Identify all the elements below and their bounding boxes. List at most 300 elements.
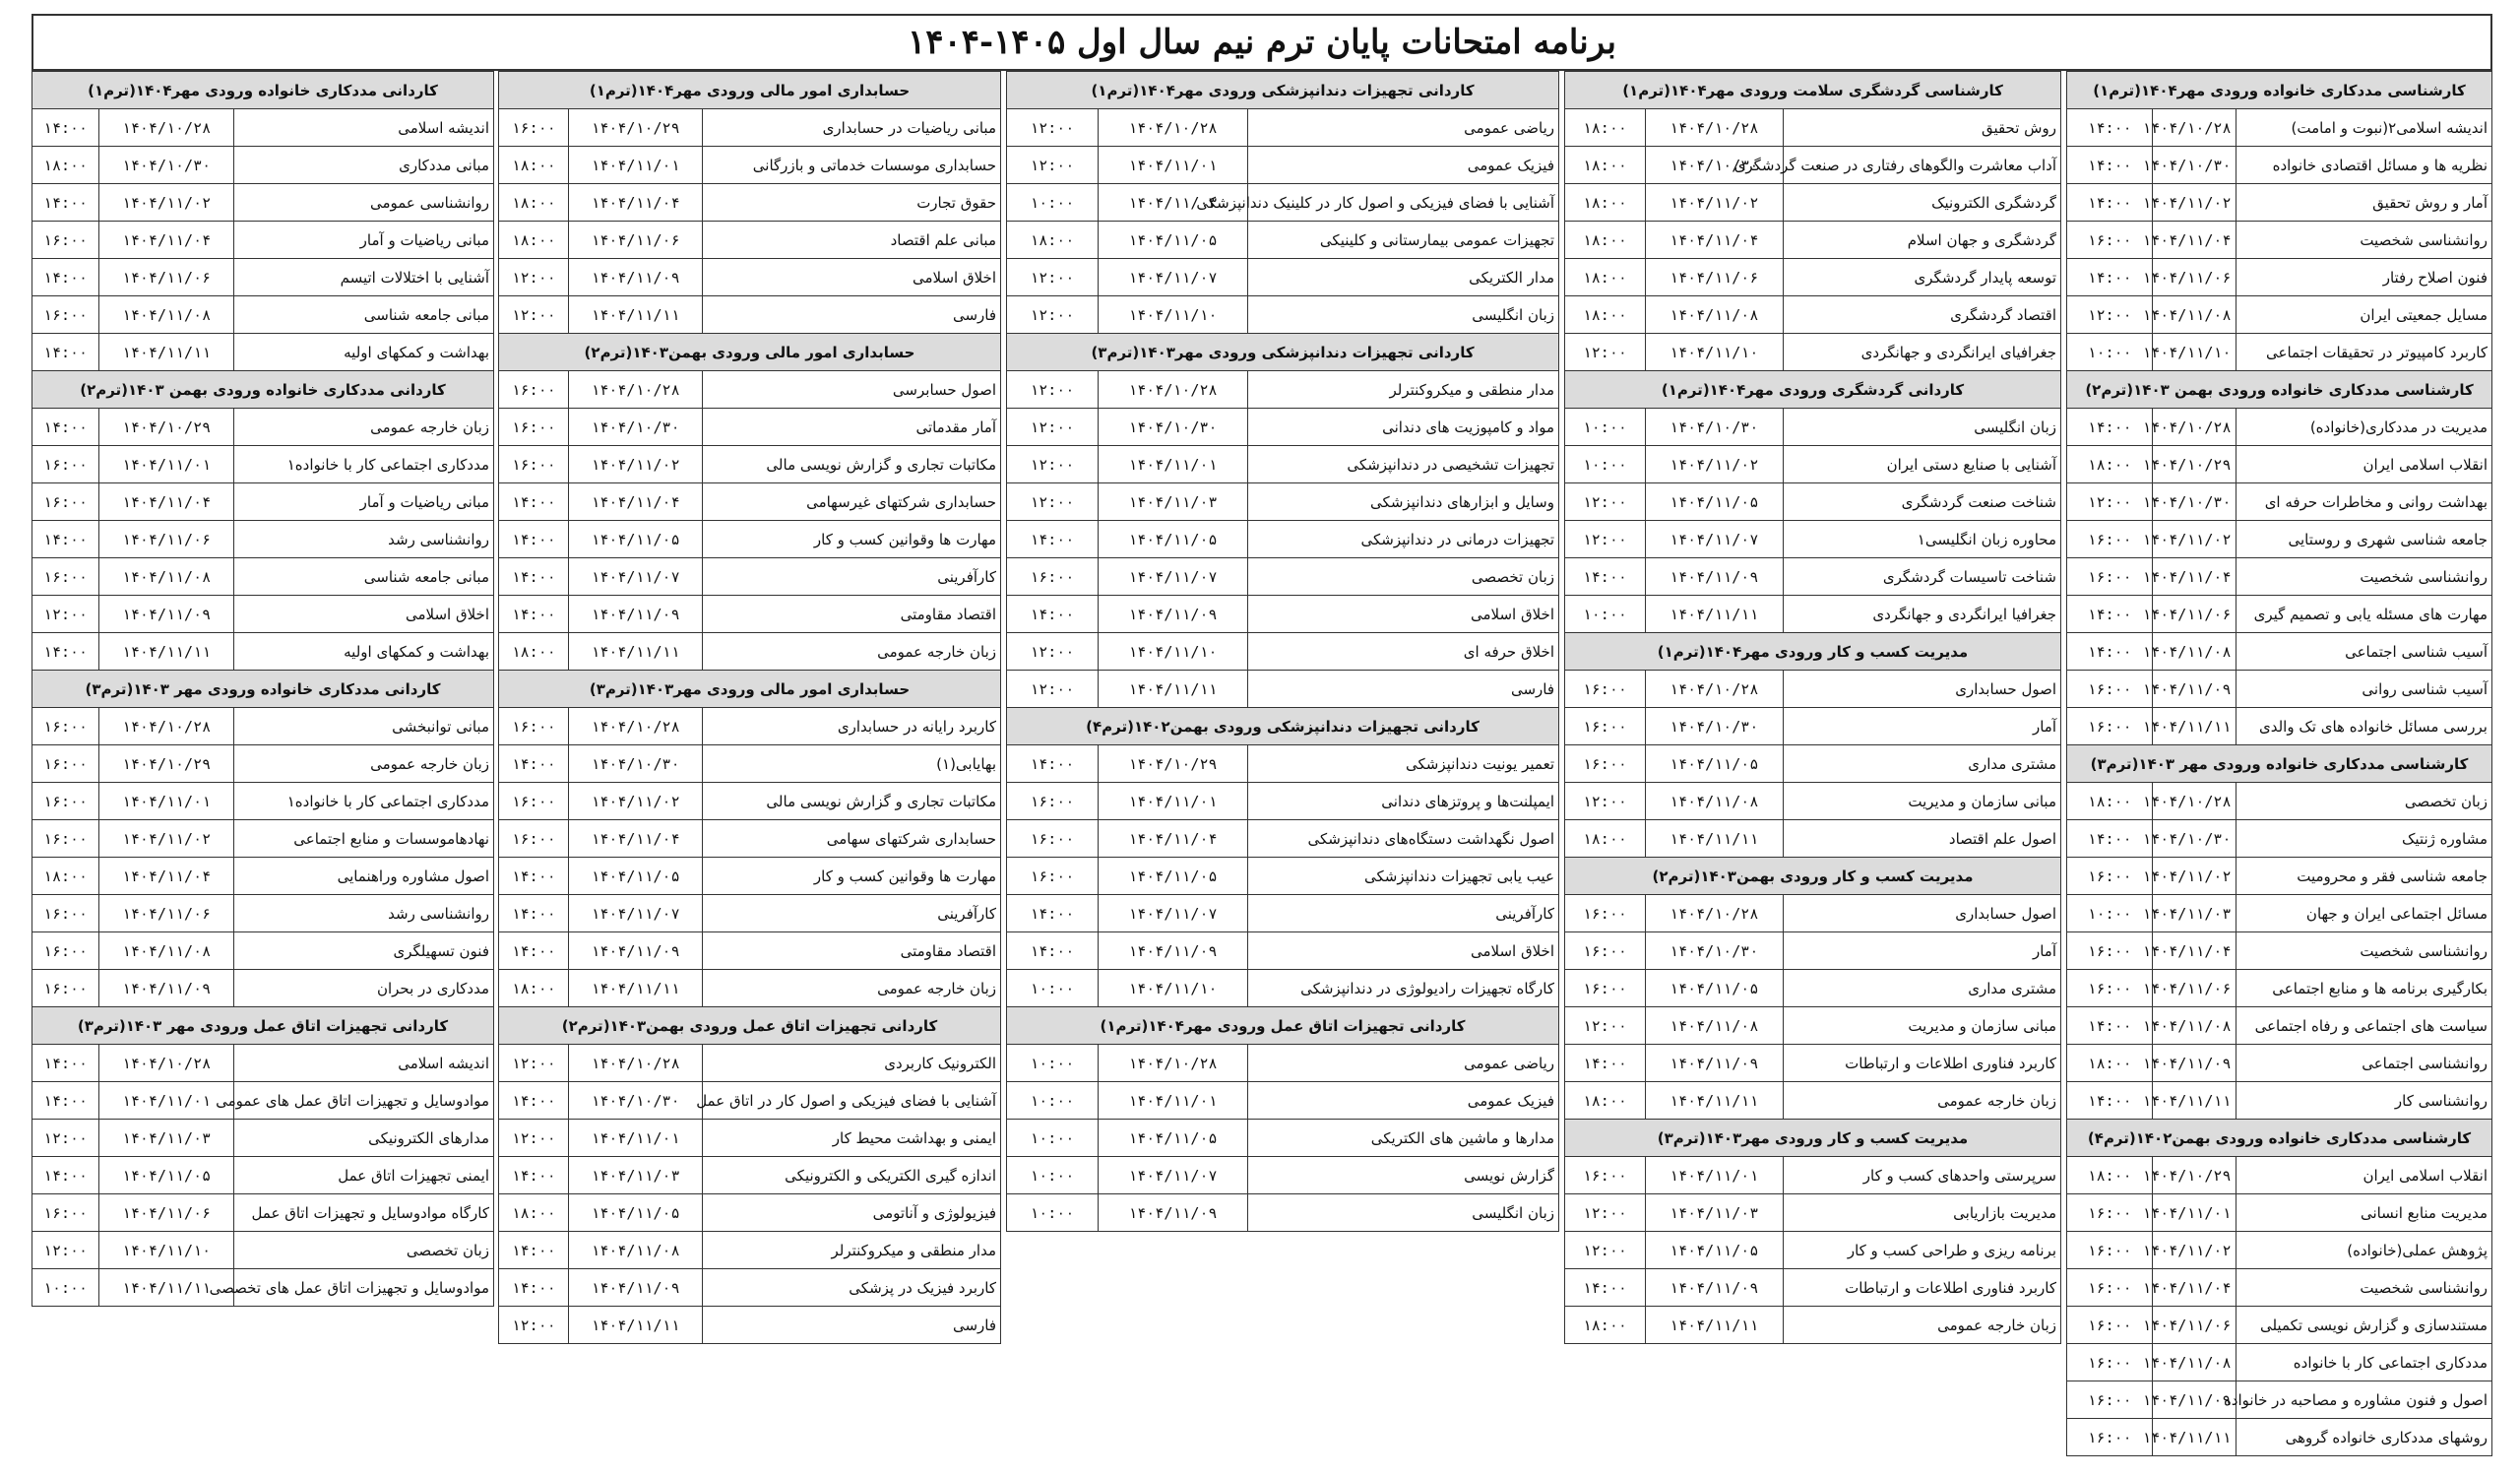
exam-time: ۱۶:۰۰: [2067, 708, 2153, 745]
program-header-row: [499, 1007, 1001, 1045]
exam-row: [1007, 970, 1559, 1007]
exam-date: ۱۴۰۴/۱۱/۰۴: [1645, 222, 1783, 259]
exam-date: ۱۴۰۴/۱۰/۲۸: [569, 371, 702, 409]
program-header: مدیریت کسب و کار ورودی مهر۱۴۰۴(ترم۱): [1565, 633, 2061, 671]
exam-date: ۱۴۰۴/۱۱/۰۸: [2153, 1007, 2236, 1045]
exam-date: ۱۴۰۴/۱۱/۰۲: [2153, 1232, 2236, 1269]
exam-row: [32, 1194, 494, 1232]
course-name: مبانی سازمان و مدیریت: [1783, 1007, 2060, 1045]
exam-row: [1565, 1307, 2061, 1344]
exam-row: [1565, 745, 2061, 783]
course-name: آمار: [1783, 932, 2060, 970]
exam-time: ۱۲:۰۰: [499, 1045, 569, 1082]
exam-row: [1565, 446, 2061, 483]
exam-time: ۱۴:۰۰: [1565, 558, 1646, 596]
exam-row: [1565, 483, 2061, 521]
exam-date: ۱۴۰۴/۱۱/۰۷: [1098, 1157, 1248, 1194]
exam-row: [1007, 1194, 1559, 1232]
exam-date: ۱۴۰۴/۱۱/۰۶: [2153, 1307, 2236, 1344]
course-name: حقوق تجارت: [702, 184, 1000, 222]
course-name: حسابداری موسسات خدماتی و بازرگانی: [702, 147, 1000, 184]
exam-row: [1565, 783, 2061, 820]
exam-row: [1007, 820, 1559, 858]
exam-time: ۱۶:۰۰: [1007, 558, 1099, 596]
exam-date: ۱۴۰۴/۱۱/۱۱: [2153, 708, 2236, 745]
course-name: زبان خارجه عمومی: [702, 970, 1000, 1007]
exam-row: [32, 745, 494, 783]
exam-row: [2067, 1082, 2492, 1120]
program-header-row: [499, 72, 1001, 109]
exam-date: ۱۴۰۴/۱۰/۲۸: [2153, 409, 2236, 446]
exam-time: ۱۶:۰۰: [1007, 820, 1099, 858]
program-header-row: [1007, 334, 1559, 371]
course-name: زبان خارجه عمومی: [233, 745, 493, 783]
program-header: حسابداری امور مالی ورودی مهر۱۴۰۳(ترم۳): [499, 671, 1001, 708]
exam-date: ۱۴۰۴/۱۰/۲۸: [1645, 895, 1783, 932]
program-header-row: [1565, 371, 2061, 409]
program-header: کارشناسی مددکاری خانواده ورودی بهمن۱۴۰۲(ترم۴): [2067, 1120, 2492, 1157]
exam-time: ۱۴:۰۰: [32, 334, 99, 371]
exam-row: [499, 1157, 1001, 1194]
exam-date: ۱۴۰۴/۱۱/۰۵: [569, 1194, 702, 1232]
exam-time: ۱۶:۰۰: [1565, 671, 1646, 708]
exam-date: ۱۴۰۴/۱۱/۱۰: [1098, 970, 1248, 1007]
exam-time: ۱۲:۰۰: [1007, 671, 1099, 708]
exam-date: ۱۴۰۴/۱۱/۱۱: [1645, 1082, 1783, 1120]
course-name: گردشگری و جهان اسلام: [1783, 222, 2060, 259]
exam-row: [1007, 745, 1559, 783]
exam-date: ۱۴۰۴/۱۱/۰۴: [2153, 558, 2236, 596]
exam-date: ۱۴۰۴/۱۱/۰۸: [99, 296, 234, 334]
course-name: بهداشت روانی و مخاطرات حرفه ای: [2236, 483, 2492, 521]
exam-row: [1565, 1232, 2061, 1269]
exam-row: [1565, 970, 2061, 1007]
exam-date: ۱۴۰۴/۱۱/۰۴: [569, 820, 702, 858]
exam-time: ۱۲:۰۰: [1565, 1007, 1646, 1045]
exam-date: ۱۴۰۴/۱۱/۰۹: [2153, 1381, 2236, 1419]
exam-date: ۱۴۰۴/۱۱/۰۹: [569, 596, 702, 633]
exam-date: ۱۴۰۴/۱۱/۱۱: [2153, 1082, 2236, 1120]
exam-time: ۱۶:۰۰: [2067, 970, 2153, 1007]
exam-row: [1565, 334, 2061, 371]
course-name: روانشناسی رشد: [233, 521, 493, 558]
course-name: مدارهای الکترونیکی: [233, 1120, 493, 1157]
program-header-row: [1565, 72, 2061, 109]
exam-row: [2067, 858, 2492, 895]
exam-row: [499, 371, 1001, 409]
exam-row: [1565, 1045, 2061, 1082]
exam-time: ۱۸:۰۰: [499, 633, 569, 671]
exam-date: ۱۴۰۴/۱۱/۰۲: [2153, 858, 2236, 895]
course-name: روانشناسی عمومی: [233, 184, 493, 222]
exam-table: [2066, 71, 2492, 1456]
exam-row: [499, 147, 1001, 184]
course-name: بهداشت و کمکهای اولیه: [233, 334, 493, 371]
program-header: کاردانی تجهیزات اتاق عمل ورودی مهر۱۴۰۴(ترم۱): [1007, 1007, 1559, 1045]
exam-time: ۱۴:۰۰: [499, 745, 569, 783]
exam-time: ۱۸:۰۰: [1565, 1082, 1646, 1120]
program-header-row: [32, 72, 494, 109]
course-name: شناخت صنعت گردشگری: [1783, 483, 2060, 521]
course-name: روانشناسی شخصیت: [2236, 1269, 2492, 1307]
exam-date: ۱۴۰۴/۱۱/۰۶: [99, 259, 234, 296]
exam-row: [499, 446, 1001, 483]
exam-row: [1007, 1045, 1559, 1082]
exam-row: [1007, 633, 1559, 671]
course-name: وسایل و ابزارهای دندانپزشکی: [1248, 483, 1559, 521]
exam-time: ۱۴:۰۰: [499, 895, 569, 932]
course-name: آداب معاشرت والگوهای رفتاری در صنعت گردشگری: [1783, 147, 2060, 184]
exam-row: [1565, 296, 2061, 334]
exam-time: ۱۶:۰۰: [1007, 858, 1099, 895]
program-header-row: [2067, 72, 2492, 109]
exam-date: ۱۴۰۴/۱۱/۱۱: [1645, 820, 1783, 858]
exam-date: ۱۴۰۴/۱۱/۰۱: [1098, 446, 1248, 483]
course-name: فارسی: [702, 296, 1000, 334]
exam-row: [2067, 259, 2492, 296]
exam-time: ۱۴:۰۰: [2067, 109, 2153, 147]
exam-row: [499, 1194, 1001, 1232]
course-name: جغرافیا ایرانگردی و جهانگردی: [1783, 596, 2060, 633]
exam-date: ۱۴۰۴/۱۱/۰۵: [1098, 521, 1248, 558]
course-name: فنون تسهیلگری: [233, 932, 493, 970]
exam-table: [1006, 71, 1559, 1232]
course-name: مشتری مداری: [1783, 745, 2060, 783]
exam-row: [1007, 783, 1559, 820]
exam-time: ۱۶:۰۰: [1565, 895, 1646, 932]
exam-date: ۱۴۰۴/۱۱/۰۱: [1098, 147, 1248, 184]
exam-row: [2067, 783, 2492, 820]
exam-row: [32, 446, 494, 483]
exam-row: [1565, 259, 2061, 296]
exam-time: ۱۶:۰۰: [1565, 745, 1646, 783]
course-name: فارسی: [702, 1307, 1000, 1344]
exam-row: [499, 596, 1001, 633]
exam-date: ۱۴۰۴/۱۱/۰۶: [99, 1194, 234, 1232]
exam-time: ۱۸:۰۰: [1565, 184, 1646, 222]
exam-time: ۱۴:۰۰: [1007, 521, 1099, 558]
course-name: توسعه پایدار گردشگری: [1783, 259, 2060, 296]
program-header: کارشناسی مددکاری خانواده ورودی بهمن ۱۴۰۳(ترم۲): [2067, 371, 2492, 409]
course-name: الکترونیک کاربردی: [702, 1045, 1000, 1082]
exam-time: ۱۴:۰۰: [499, 932, 569, 970]
program-header-row: [1565, 858, 2061, 895]
exam-row: [32, 1232, 494, 1269]
exam-row: [32, 109, 494, 147]
exam-row: [2067, 147, 2492, 184]
exam-date: ۱۴۰۴/۱۱/۰۵: [1098, 858, 1248, 895]
exam-time: ۱۲:۰۰: [1007, 409, 1099, 446]
exam-row: [2067, 334, 2492, 371]
exam-date: ۱۴۰۴/۱۱/۰۶: [1645, 259, 1783, 296]
exam-date: ۱۴۰۴/۱۱/۰۲: [569, 446, 702, 483]
course-name: آشنایی با فضای فیزیکی و اصول کار در اتاق عمل: [702, 1082, 1000, 1120]
exam-date: ۱۴۰۴/۱۱/۰۶: [2153, 259, 2236, 296]
exam-row: [1007, 1157, 1559, 1194]
exam-row: [32, 1269, 494, 1307]
exam-time: ۱۰:۰۰: [1007, 1157, 1099, 1194]
course-name: اندیشه اسلامی۲(نبوت و امامت): [2236, 109, 2492, 147]
course-name: انقلاب اسلامی ایران: [2236, 446, 2492, 483]
exam-time: ۱۲:۰۰: [1007, 633, 1099, 671]
exam-row: [499, 633, 1001, 671]
course-name: روانشناسی رشد: [233, 895, 493, 932]
course-name: بهداشت و کمکهای اولیه: [233, 633, 493, 671]
exam-row: [499, 1269, 1001, 1307]
course-name: اخلاق اسلامی: [1248, 932, 1559, 970]
exam-row: [1007, 222, 1559, 259]
exam-time: ۱۶:۰۰: [499, 446, 569, 483]
course-name: فنون اصلاح رفتار: [2236, 259, 2492, 296]
exam-date: ۱۴۰۴/۱۱/۰۶: [99, 895, 234, 932]
exam-time: ۱۰:۰۰: [1007, 1194, 1099, 1232]
exam-row: [1565, 1157, 2061, 1194]
exam-time: ۱۲:۰۰: [1007, 446, 1099, 483]
exam-date: ۱۴۰۴/۱۰/۲۸: [99, 1045, 234, 1082]
exam-row: [32, 1120, 494, 1157]
exam-time: ۱۴:۰۰: [32, 521, 99, 558]
exam-row: [32, 1045, 494, 1082]
exam-row: [32, 147, 494, 184]
exam-time: ۱۲:۰۰: [1007, 147, 1099, 184]
exam-column: [1564, 71, 2061, 1344]
exam-row: [1565, 708, 2061, 745]
exam-date: ۱۴۰۴/۱۱/۰۸: [1645, 783, 1783, 820]
exam-row: [1007, 671, 1559, 708]
program-header: کاردانی مددکاری خانواده ورودی مهر۱۴۰۴(ترم۱): [32, 72, 494, 109]
exam-time: ۱۲:۰۰: [1007, 259, 1099, 296]
exam-date: ۱۴۰۴/۱۱/۰۸: [2153, 633, 2236, 671]
exam-time: ۱۸:۰۰: [499, 222, 569, 259]
program-header-row: [1007, 72, 1559, 109]
exam-row: [2067, 1007, 2492, 1045]
exam-date: ۱۴۰۴/۱۰/۳۰: [2153, 483, 2236, 521]
exam-time: ۱۲:۰۰: [1007, 109, 1099, 147]
exam-column: [32, 71, 494, 1307]
exam-time: ۱۶:۰۰: [1565, 932, 1646, 970]
exam-time: ۱۶:۰۰: [2067, 1269, 2153, 1307]
exam-date: ۱۴۰۴/۱۱/۰۳: [1645, 1194, 1783, 1232]
exam-time: ۱۴:۰۰: [1007, 895, 1099, 932]
course-name: مستندسازی و گزارش نویسی تکمیلی: [2236, 1307, 2492, 1344]
exam-time: ۱۶:۰۰: [2067, 1194, 2153, 1232]
exam-row: [32, 820, 494, 858]
course-name: اصول حسابرسی: [702, 371, 1000, 409]
course-name: گزارش نویسی: [1248, 1157, 1559, 1194]
exam-time: ۱۶:۰۰: [1007, 783, 1099, 820]
exam-row: [32, 708, 494, 745]
exam-date: ۱۴۰۴/۱۱/۰۲: [1645, 184, 1783, 222]
exam-date: ۱۴۰۴/۱۱/۱۱: [2153, 1419, 2236, 1456]
exam-date: ۱۴۰۴/۱۱/۰۳: [1098, 184, 1248, 222]
exam-time: ۱۶:۰۰: [499, 109, 569, 147]
exam-row: [499, 409, 1001, 446]
exam-time: ۱۲:۰۰: [499, 1120, 569, 1157]
course-name: مدیریت در مددکاری(خانواده): [2236, 409, 2492, 446]
exam-date: ۱۴۰۴/۱۰/۳۰: [1645, 932, 1783, 970]
program-header: کارشناسی مددکاری خانواده ورودی مهر۱۴۰۴(ترم۱): [2067, 72, 2492, 109]
exam-date: ۱۴۰۴/۱۰/۲۹: [1098, 745, 1248, 783]
exam-row: [32, 932, 494, 970]
exam-row: [32, 409, 494, 446]
course-name: کاربرد رایانه در حسابداری: [702, 708, 1000, 745]
exam-time: ۱۲:۰۰: [1565, 783, 1646, 820]
course-name: روانشناسی شخصیت: [2236, 932, 2492, 970]
exam-date: ۱۴۰۴/۱۱/۰۹: [1098, 1194, 1248, 1232]
exam-date: ۱۴۰۴/۱۱/۰۲: [1645, 446, 1783, 483]
exam-row: [499, 858, 1001, 895]
exam-time: ۱۶:۰۰: [32, 708, 99, 745]
course-name: انقلاب اسلامی ایران: [2236, 1157, 2492, 1194]
exam-date: ۱۴۰۴/۱۱/۰۷: [1645, 521, 1783, 558]
exam-date: ۱۴۰۴/۱۱/۰۵: [1645, 970, 1783, 1007]
exam-date: ۱۴۰۴/۱۰/۲۸: [569, 708, 702, 745]
course-name: روشهای مددکاری خانواده گروهی: [2236, 1419, 2492, 1456]
exam-time: ۱۲:۰۰: [2067, 296, 2153, 334]
program-header-row: [2067, 745, 2492, 783]
exam-date: ۱۴۰۴/۱۱/۰۴: [569, 483, 702, 521]
exam-table: [32, 71, 494, 1307]
exam-date: ۱۴۰۴/۱۰/۲۸: [1645, 109, 1783, 147]
exam-time: ۱۶:۰۰: [1565, 1157, 1646, 1194]
exam-time: ۱۴:۰۰: [2067, 1082, 2153, 1120]
program-header: کاردانی تجهیزات دندانپزشکی ورودی مهر۱۴۰۴(ترم۱): [1007, 72, 1559, 109]
exam-time: ۱۸:۰۰: [1565, 296, 1646, 334]
course-name: اندیشه اسلامی: [233, 1045, 493, 1082]
exam-time: ۱۶:۰۰: [32, 222, 99, 259]
course-name: زبان تخصصی: [233, 1232, 493, 1269]
course-name: ایمپلنت‌ها و پروتزهای دندانی: [1248, 783, 1559, 820]
course-name: ایمنی و بهداشت محیط کار: [702, 1120, 1000, 1157]
exam-date: ۱۴۰۴/۱۱/۰۲: [569, 783, 702, 820]
course-name: حسابداری شرکتهای سهامی: [702, 820, 1000, 858]
exam-row: [1565, 1007, 2061, 1045]
exam-date: ۱۴۰۴/۱۰/۲۹: [99, 745, 234, 783]
exam-date: ۱۴۰۴/۱۱/۰۴: [2153, 932, 2236, 970]
exam-date: ۱۴۰۴/۱۱/۰۳: [569, 1157, 702, 1194]
exam-date: ۱۴۰۴/۱۱/۰۴: [99, 483, 234, 521]
exam-date: ۱۴۰۴/۱۰/۳۰: [2153, 147, 2236, 184]
course-name: تجهیزات عمومی بیمارستانی و کلینیکی: [1248, 222, 1559, 259]
exam-date: ۱۴۰۴/۱۱/۱۱: [569, 970, 702, 1007]
course-name: مددکاری اجتماعی کار با خانواده۱: [233, 783, 493, 820]
exam-date: ۱۴۰۴/۱۱/۱۱: [569, 633, 702, 671]
exam-row: [2067, 222, 2492, 259]
course-name: مشتری مداری: [1783, 970, 2060, 1007]
course-name: تجهیزات درمانی در دندانپزشکی: [1248, 521, 1559, 558]
exam-time: ۱۶:۰۰: [499, 708, 569, 745]
program-header-row: [2067, 1120, 2492, 1157]
program-header-row: [32, 1007, 494, 1045]
exam-row: [2067, 970, 2492, 1007]
exam-date: ۱۴۰۴/۱۱/۱۱: [569, 296, 702, 334]
exam-row: [2067, 558, 2492, 596]
exam-time: ۱۲:۰۰: [2067, 483, 2153, 521]
exam-time: ۱۰:۰۰: [1007, 1082, 1099, 1120]
course-name: زبان خارجه عمومی: [702, 633, 1000, 671]
exam-time: ۱۰:۰۰: [1007, 184, 1099, 222]
course-name: حسابداری شرکتهای غیرسهامی: [702, 483, 1000, 521]
exam-time: ۱۴:۰۰: [499, 1082, 569, 1120]
exam-time: ۱۰:۰۰: [1565, 409, 1646, 446]
course-name: مبانی توانبخشی: [233, 708, 493, 745]
course-name: مهارت ها وقوانین کسب و کار: [702, 521, 1000, 558]
exam-date: ۱۴۰۴/۱۱/۰۸: [99, 932, 234, 970]
exam-date: ۱۴۰۴/۱۱/۰۱: [99, 1082, 234, 1120]
exam-row: [2067, 1157, 2492, 1194]
course-name: کاربرد فناوری اطلاعات و ارتباطات: [1783, 1269, 2060, 1307]
exam-row: [1565, 1194, 2061, 1232]
exam-time: ۱۸:۰۰: [499, 1194, 569, 1232]
course-name: مواد و کامپوزیت های دندانی: [1248, 409, 1559, 446]
exam-time: ۱۲:۰۰: [499, 259, 569, 296]
exam-time: ۱۴:۰۰: [499, 1232, 569, 1269]
exam-date: ۱۴۰۴/۱۱/۱۱: [99, 633, 234, 671]
exam-date: ۱۴۰۴/۱۱/۰۲: [2153, 184, 2236, 222]
course-name: نظریه ها و مسائل اقتصادی خانواده: [2236, 147, 2492, 184]
exam-date: ۱۴۰۴/۱۱/۰۵: [99, 1157, 234, 1194]
exam-date: ۱۴۰۴/۱۱/۰۲: [99, 184, 234, 222]
course-name: بهایابی(۱): [702, 745, 1000, 783]
exam-row: [2067, 483, 2492, 521]
exam-time: ۱۴:۰۰: [1007, 932, 1099, 970]
exam-date: ۱۴۰۴/۱۰/۳۰: [1098, 409, 1248, 446]
program-header: کاردانی مددکاری خانواده ورودی مهر ۱۴۰۳(ترم۳): [32, 671, 494, 708]
course-name: محاوره زبان انگلیسی۱: [1783, 521, 2060, 558]
course-name: جغرافیای ایرانگردی و جهانگردی: [1783, 334, 2060, 371]
program-header: کاردانی تجهیزات دندانپزشکی ورودی مهر۱۴۰۳(ترم۳): [1007, 334, 1559, 371]
exam-date: ۱۴۰۴/۱۱/۰۹: [2153, 1045, 2236, 1082]
exam-row: [2067, 109, 2492, 147]
exam-time: ۱۲:۰۰: [1565, 334, 1646, 371]
exam-date: ۱۴۰۴/۱۱/۰۲: [2153, 521, 2236, 558]
exam-time: ۱۶:۰۰: [32, 820, 99, 858]
program-header-row: [32, 671, 494, 708]
exam-date: ۱۴۰۴/۱۱/۰۸: [2153, 296, 2236, 334]
program-header: مدیریت کسب و کار ورودی بهمن۱۴۰۳(ترم۲): [1565, 858, 2061, 895]
exam-row: [499, 1120, 1001, 1157]
course-name: کارآفرینی: [1248, 895, 1559, 932]
exam-date: ۱۴۰۴/۱۱/۰۳: [2153, 895, 2236, 932]
exam-time: ۱۴:۰۰: [2067, 633, 2153, 671]
course-name: کارآفرینی: [702, 558, 1000, 596]
exam-date: ۱۴۰۴/۱۱/۰۱: [1098, 783, 1248, 820]
exam-date: ۱۴۰۴/۱۱/۰۳: [99, 1120, 234, 1157]
exam-date: ۱۴۰۴/۱۱/۰۹: [569, 932, 702, 970]
exam-row: [1007, 483, 1559, 521]
program-header-row: [1565, 1120, 2061, 1157]
exam-row: [32, 521, 494, 558]
exam-date: ۱۴۰۴/۱۱/۰۱: [2153, 1194, 2236, 1232]
course-name: مبانی سازمان و مدیریت: [1783, 783, 2060, 820]
exam-time: ۱۶:۰۰: [2067, 558, 2153, 596]
course-name: گردشگری الکترونیک: [1783, 184, 2060, 222]
exam-time: ۱۶:۰۰: [2067, 932, 2153, 970]
exam-time: ۱۸:۰۰: [1565, 1307, 1646, 1344]
exam-date: ۱۴۰۴/۱۱/۱۱: [1645, 1307, 1783, 1344]
exam-time: ۱۶:۰۰: [32, 483, 99, 521]
exam-row: [499, 708, 1001, 745]
course-name: مشاوره ژنتیک: [2236, 820, 2492, 858]
course-name: روانشناسی شخصیت: [2236, 222, 2492, 259]
exam-row: [1565, 409, 2061, 446]
exam-table: [498, 71, 1001, 1344]
exam-time: ۱۲:۰۰: [1565, 483, 1646, 521]
exam-row: [1565, 932, 2061, 970]
exam-date: ۱۴۰۴/۱۱/۰۹: [569, 259, 702, 296]
exam-time: ۱۰:۰۰: [1565, 446, 1646, 483]
course-name: فیزیک عمومی: [1248, 147, 1559, 184]
